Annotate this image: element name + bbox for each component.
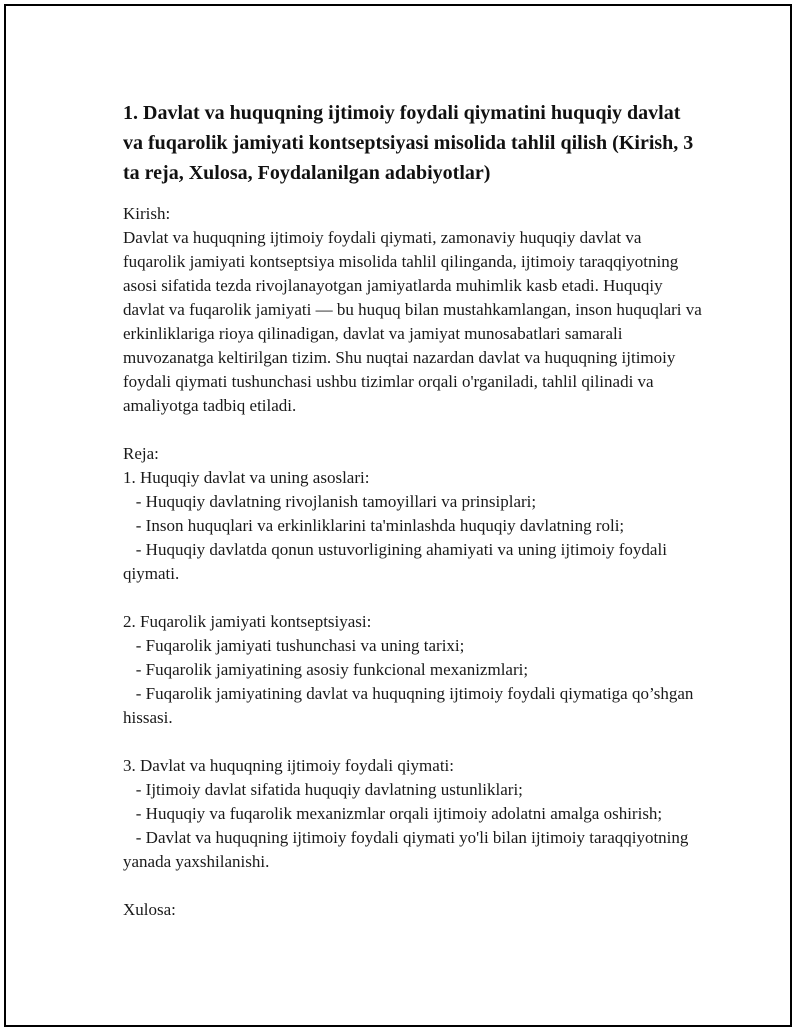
plan-label: Reja: (123, 444, 159, 463)
plan-item: - Huquqiy va fuqarolik mexanizmlar orqali ijtimoiy adolatni amalga oshirish; (123, 804, 663, 823)
plan-heading: 1. Huquqiy davlat va uning asoslari: (123, 468, 370, 487)
plan-heading: 2. Fuqarolik jamiyati kontseptsiyasi: (123, 612, 372, 631)
plan-item: - Huquqiy davlatda qonun ustuvorligining ahamiyati va uning ijtimoiy foydali qiymati. (123, 540, 672, 583)
plan-item: - Ijtimoiy davlat sifatida huquqiy davlatning ustunliklari; (123, 780, 523, 799)
spacer (123, 730, 703, 754)
plan-section-3 (123, 754, 703, 874)
plan-section-1 (123, 466, 703, 586)
spacer (123, 418, 703, 442)
plan-item: - Davlat va huquqning ijtimoiy foydali qiymati yo'li bilan ijtimoiy taraqqiyotning yanada yaxshilanishi. (123, 828, 693, 871)
page-frame (4, 4, 792, 1027)
spacer (123, 586, 703, 610)
plan-item: - Fuqarolik jamiyati tushunchasi va uning tarixi; (123, 636, 465, 655)
intro-label: Kirish: (123, 204, 171, 223)
conclusion-label: Xulosa: (123, 900, 176, 919)
document-body (123, 98, 703, 922)
plan-item: - Inson huquqlari va erkinliklarini ta'minlashda huquqiy davlatning roli; (123, 516, 625, 535)
intro-paragraph: Davlat va huquqning ijtimoiy foydali qiymati, zamonaviy huquqiy davlat va fuqarolik jamiyati kontseptsiya misolida tahlil qilinganda, ijtimoiy taraqqiyotning asosi sifatida tezda rivojlanayotgan jamiyatlarda muhimlik kasb etadi. Huquqiy davlat va fuqarolik jamiyati — bu huquq bilan mustahkamlangan, inson huquqlari va erkinliklariga rioya qilinadigan, davlat va jamiyat munosabatlari samarali muvozanatga keltirilgan tizim. Shu nuqtai nazardan davlat va huquqning ijtimoiy foydali qiymati tushunchasi ushbu tizimlar orqali o'rganiladi, tahlil qilinadi va amaliyotga tadbiq etiladi. (123, 228, 702, 415)
plan-item: - Fuqarolik jamiyatining asosiy funkcional mexanizmlari; (123, 660, 529, 679)
plan-item: - Fuqarolik jamiyatining davlat va huquqning ijtimoiy foydali qiymatiga qo’shgan hissasi. (123, 684, 698, 727)
plan-heading: 3. Davlat va huquqning ijtimoiy foydali qiymati: (123, 756, 454, 775)
spacer (123, 874, 703, 898)
document-title: 1. Davlat va huquqning ijtimoiy foydali qiymatini huquqiy davlat va fuqarolik jamiyati kontseptsiyasi misolida tahlil qilish (Kirish, 3 ta reja, Xulosa, Foydalanilgan adabiyotlar) (123, 102, 694, 184)
plan-section-2 (123, 610, 703, 730)
plan-item: - Huquqiy davlatning rivojlanish tamoyillari va prinsiplari; (123, 492, 537, 511)
